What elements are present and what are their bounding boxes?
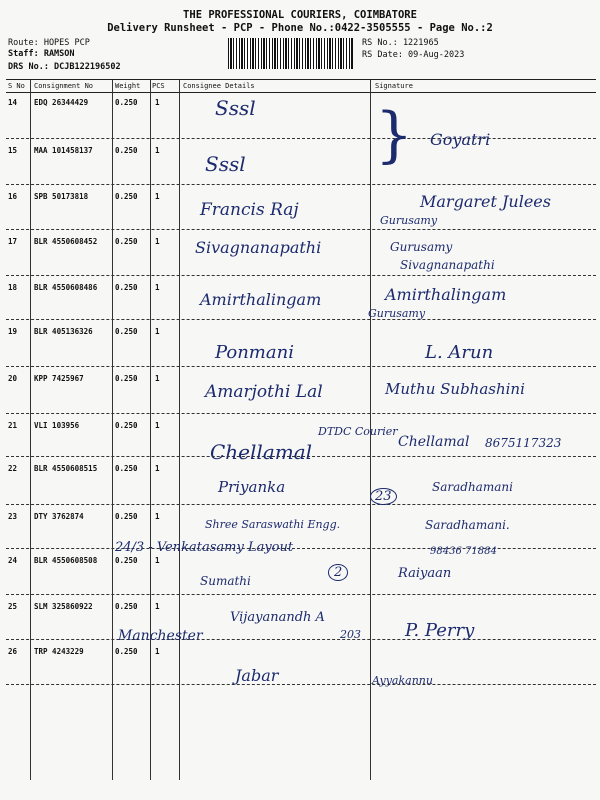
handwriting: Ayyakannu bbox=[372, 674, 433, 687]
row-weight: 0.250 bbox=[115, 556, 138, 565]
handwriting: Amarjothi Lal bbox=[205, 382, 323, 402]
row-weight: 0.250 bbox=[115, 464, 138, 473]
row-consignment-no: BLR 405136326 bbox=[34, 327, 93, 336]
handwriting: Gurusamy bbox=[368, 307, 426, 320]
row-separator bbox=[6, 504, 596, 505]
row-separator bbox=[6, 366, 596, 367]
handwriting: Shree Saraswathi Engg. bbox=[205, 518, 341, 531]
row-consignment-no: BLR 4550608486 bbox=[34, 283, 98, 292]
row-consignment-no: BLR 4550608508 bbox=[34, 556, 98, 565]
drs-number: DRS No.: DCJB122196502 bbox=[8, 62, 121, 72]
column-divider bbox=[112, 80, 113, 780]
handwriting: Saradhamani bbox=[432, 480, 513, 494]
row-pcs: 1 bbox=[155, 237, 160, 246]
row-sno: 25 bbox=[8, 602, 18, 611]
row-consignment-no: DTY 3762874 bbox=[34, 512, 84, 521]
signature-mark: Goyatri bbox=[430, 130, 491, 149]
row-separator bbox=[6, 229, 596, 230]
handwriting: Amirthalingam bbox=[385, 285, 507, 304]
row-sno: 17 bbox=[8, 237, 18, 246]
row-separator bbox=[6, 138, 596, 139]
handwriting: 8675117323 bbox=[485, 436, 562, 450]
barcode bbox=[228, 38, 353, 69]
row-separator bbox=[6, 639, 596, 640]
row-sno: 16 bbox=[8, 192, 18, 201]
handwriting: Vijayanandh A bbox=[230, 610, 325, 625]
column-divider bbox=[179, 80, 180, 780]
header-rule-top bbox=[6, 79, 596, 80]
row-consignment-no: VLI 103956 bbox=[34, 421, 80, 430]
row-sno: 20 bbox=[8, 374, 18, 383]
row-consignment-no: EDQ 26344429 bbox=[34, 98, 89, 107]
row-separator bbox=[6, 548, 596, 549]
handwriting: Sumathi bbox=[200, 574, 251, 588]
handwriting: Francis Raj bbox=[200, 200, 299, 220]
row-pcs: 1 bbox=[155, 556, 160, 565]
handwriting: Manchester bbox=[118, 628, 203, 644]
handwriting: Muthu Subhashini bbox=[385, 380, 525, 398]
row-consignment-no: KPP 7425967 bbox=[34, 374, 84, 383]
row-weight: 0.250 bbox=[115, 327, 138, 336]
row-pcs: 1 bbox=[155, 98, 160, 107]
row-consignment-no: BLR 4550608515 bbox=[34, 464, 98, 473]
route-label: Route: HOPES PCP bbox=[8, 38, 90, 48]
col-consignment: Consignment No bbox=[34, 82, 94, 90]
row-pcs: 1 bbox=[155, 647, 160, 656]
row-pcs: 1 bbox=[155, 421, 160, 430]
row-separator bbox=[6, 319, 596, 320]
row-separator bbox=[6, 184, 596, 185]
handwriting: 2 bbox=[328, 564, 348, 581]
col-sno: S No bbox=[8, 82, 25, 90]
row-sno: 18 bbox=[8, 283, 18, 292]
row-separator bbox=[6, 275, 596, 276]
row-consignment-no: BLR 4550608452 bbox=[34, 237, 98, 246]
handwriting: Gurusamy bbox=[380, 214, 438, 227]
handwriting: DTDC Courier bbox=[318, 425, 398, 438]
handwriting: Sivagnanapathi bbox=[400, 258, 495, 272]
signature-brace-mark: } bbox=[375, 100, 414, 170]
handwriting: Chellamal bbox=[398, 434, 470, 450]
staff-label: Staff: RAMSON bbox=[8, 49, 75, 59]
rs-number: RS No.: 1221965 bbox=[362, 38, 439, 48]
row-pcs: 1 bbox=[155, 327, 160, 336]
row-pcs: 1 bbox=[155, 512, 160, 521]
row-weight: 0.250 bbox=[115, 283, 138, 292]
handwriting: Saradhamani. bbox=[425, 518, 510, 532]
handwriting: Jabar bbox=[235, 666, 279, 685]
row-weight: 0.250 bbox=[115, 512, 138, 521]
row-weight: 0.250 bbox=[115, 374, 138, 383]
handwriting: Sssl bbox=[205, 152, 246, 176]
rs-date: RS Date: 09-Aug-2023 bbox=[362, 50, 465, 60]
row-weight: 0.250 bbox=[115, 146, 138, 155]
handwriting: Gurusamy bbox=[390, 240, 453, 254]
row-weight: 0.250 bbox=[115, 192, 138, 201]
row-sno: 14 bbox=[8, 98, 18, 107]
row-sno: 19 bbox=[8, 327, 18, 336]
row-pcs: 1 bbox=[155, 146, 160, 155]
handwriting: P. Perry bbox=[405, 620, 475, 641]
handwriting: 24/3 - Venkatasamy Layout bbox=[115, 540, 294, 555]
col-weight: Weight bbox=[115, 82, 141, 90]
handwriting: Raiyaan bbox=[398, 566, 452, 581]
handwriting: Margaret Julees bbox=[420, 192, 551, 211]
row-consignment-no: SLM 325860922 bbox=[34, 602, 93, 611]
row-pcs: 1 bbox=[155, 192, 160, 201]
handwriting: 23 bbox=[370, 488, 397, 505]
col-signature: Signature bbox=[375, 82, 413, 90]
row-pcs: 1 bbox=[155, 464, 160, 473]
row-weight: 0.250 bbox=[115, 421, 138, 430]
row-weight: 0.250 bbox=[115, 602, 138, 611]
handwriting: 203 bbox=[340, 628, 361, 641]
row-sno: 24 bbox=[8, 556, 18, 565]
row-pcs: 1 bbox=[155, 283, 160, 292]
handwriting: Ponmani bbox=[215, 342, 294, 363]
row-separator bbox=[6, 684, 596, 685]
runsheet-subtitle: Delivery Runsheet - PCP - Phone No.:0422-3505555 - Page No.:2 bbox=[107, 22, 493, 34]
handwriting: Amirthalingam bbox=[200, 290, 322, 309]
header-rule-bottom bbox=[6, 92, 596, 93]
row-separator bbox=[6, 594, 596, 595]
row-sno: 21 bbox=[8, 421, 18, 430]
col-pcs: PCS bbox=[152, 82, 165, 90]
row-pcs: 1 bbox=[155, 374, 160, 383]
row-sno: 22 bbox=[8, 464, 18, 473]
handwriting: Sivagnanapathi bbox=[195, 238, 322, 257]
company-title: THE PROFESSIONAL COURIERS, COIMBATORE bbox=[183, 9, 417, 21]
row-consignment-no: MAA 101458137 bbox=[34, 146, 93, 155]
row-sno: 23 bbox=[8, 512, 18, 521]
row-weight: 0.250 bbox=[115, 647, 138, 656]
handwriting: Sssl bbox=[215, 96, 256, 120]
handwriting: Priyanka bbox=[218, 478, 286, 496]
row-consignment-no: SPB 50173818 bbox=[34, 192, 89, 201]
col-consignee: Consignee Details bbox=[183, 82, 255, 90]
row-separator bbox=[6, 413, 596, 414]
handwriting: 98436 71884 bbox=[430, 546, 497, 557]
row-sno: 15 bbox=[8, 146, 18, 155]
row-sno: 26 bbox=[8, 647, 18, 656]
row-weight: 0.250 bbox=[115, 98, 138, 107]
column-divider bbox=[150, 80, 151, 780]
row-consignment-no: TRP 4243229 bbox=[34, 647, 84, 656]
row-pcs: 1 bbox=[155, 602, 160, 611]
row-weight: 0.250 bbox=[115, 237, 138, 246]
handwriting: L. Arun bbox=[425, 342, 494, 363]
column-divider bbox=[30, 80, 31, 780]
handwriting: Chellamal bbox=[210, 440, 313, 464]
